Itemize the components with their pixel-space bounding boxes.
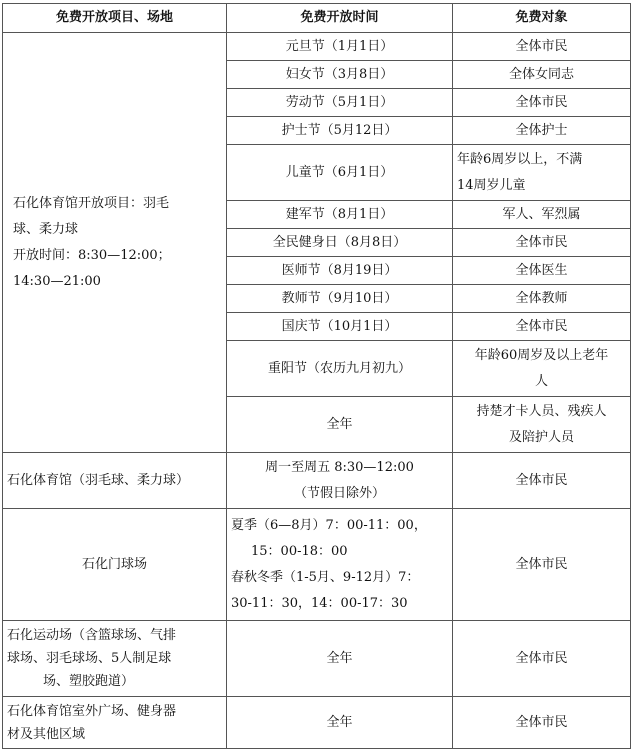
holiday-time: 儿童节（6月1日） [227, 145, 453, 201]
table-row [3, 33, 631, 61]
holiday-target: 持楚才卡人员、残疾人 及陪护人员 [453, 397, 631, 453]
header-time: 免费开放时间 [227, 4, 453, 33]
holiday-target: 全体教师 [453, 285, 631, 313]
holiday-target: 全体护士 [453, 117, 631, 145]
venue-sports-field-time: 全年 [227, 621, 453, 697]
header-venue: 免费开放项目、场地 [3, 4, 227, 33]
table-row [3, 509, 631, 621]
holiday-time: 医师节（8月19日） [227, 257, 453, 285]
holiday-target: 全体市民 [453, 313, 631, 341]
venue-outdoor-plaza-target: 全体市民 [453, 697, 631, 749]
header-target: 免费对象 [453, 4, 631, 33]
venue-stadium-weekday-time: 周一至周五 8:30—12:00 （节假日除外） [227, 453, 453, 509]
holiday-time: 全民健身日（8月8日） [227, 229, 453, 257]
holiday-target: 军人、军烈属 [453, 201, 631, 229]
venue-gateball: 石化门球场 [3, 509, 227, 621]
venue-sports-field: 石化运动场（含篮球场、气排 球场、羽毛球场、5人制足球 场、塑胶跑道） [3, 621, 227, 697]
venue-outdoor-plaza: 石化体育馆室外广场、健身器 材及其他区域 [3, 697, 227, 749]
venue-gateball-time: 夏季（6—8月）7：00-11：00， 15：00-18：00 春秋冬季（1-5月、9-12月）7： 30-11：30，14：00-17：30 [227, 509, 453, 621]
venue-outdoor-plaza-time: 全年 [227, 697, 453, 749]
holiday-time: 妇女节（3月8日） [227, 61, 453, 89]
schedule-table-wrapper [2, 3, 631, 749]
holiday-time: 教师节（9月10日） [227, 285, 453, 313]
holiday-target: 全体医生 [453, 257, 631, 285]
free-opening-schedule-table [2, 3, 631, 749]
holiday-time: 建军节（8月1日） [227, 201, 453, 229]
venue-stadium-items: 石化体育馆开放项目：羽毛 球、柔力球 开放时间：8:30—12:00； 14:30—21:00 [3, 33, 227, 453]
holiday-target: 年龄60周岁及以上老年 人 [453, 341, 631, 397]
venue-stadium-weekday: 石化体育馆（羽毛球、柔力球） [3, 453, 227, 509]
holiday-time: 元旦节（1月1日） [227, 33, 453, 61]
header-row [3, 4, 631, 33]
holiday-target: 年龄6周岁以上，不满 14周岁儿童 [453, 145, 631, 201]
holiday-time: 劳动节（5月1日） [227, 89, 453, 117]
holiday-target: 全体市民 [453, 33, 631, 61]
holiday-time: 全年 [227, 397, 453, 453]
table-row [3, 697, 631, 749]
holiday-target: 全体市民 [453, 229, 631, 257]
holiday-target: 全体市民 [453, 89, 631, 117]
venue-sports-field-target: 全体市民 [453, 621, 631, 697]
holiday-time: 护士节（5月12日） [227, 117, 453, 145]
table-row [3, 453, 631, 509]
venue-stadium-weekday-target: 全体市民 [453, 453, 631, 509]
holiday-time: 国庆节（10月1日） [227, 313, 453, 341]
holiday-time: 重阳节（农历九月初九） [227, 341, 453, 397]
holiday-target: 全体女同志 [453, 61, 631, 89]
table-row [3, 621, 631, 697]
venue-gateball-target: 全体市民 [453, 509, 631, 621]
